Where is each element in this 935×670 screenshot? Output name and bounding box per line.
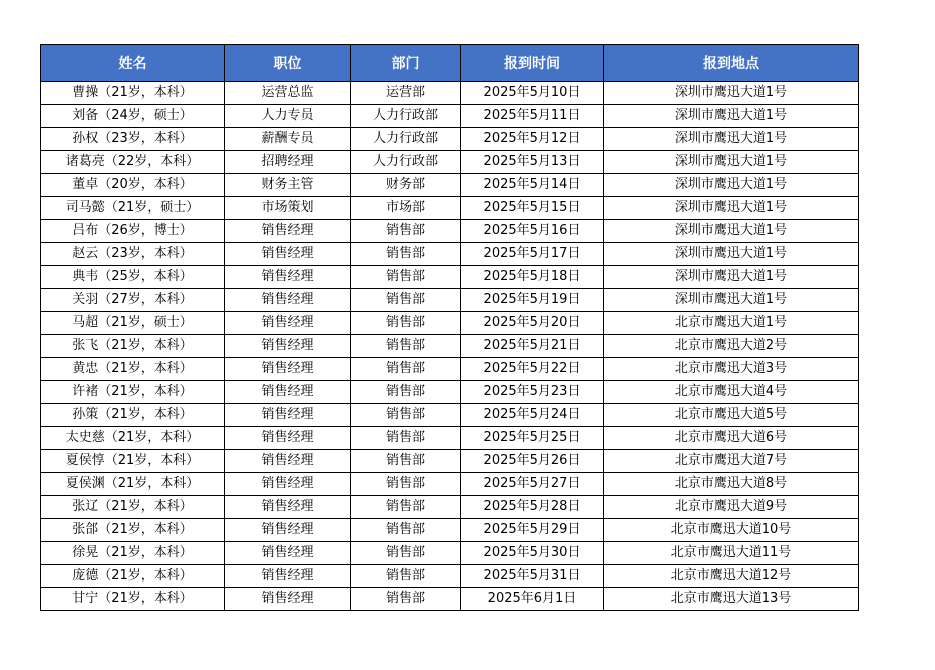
cell-position: 销售经理 <box>225 243 351 266</box>
table-row <box>41 473 859 496</box>
cell-report-location: 深圳市鹰迅大道1号 <box>604 82 859 105</box>
cell-report-location: 深圳市鹰迅大道1号 <box>604 151 859 174</box>
table-row <box>41 220 859 243</box>
cell-report-date: 2025年5月16日 <box>461 220 604 243</box>
header-report-date: 报到时间 <box>461 45 604 82</box>
cell-report-date: 2025年5月20日 <box>461 312 604 335</box>
cell-name: 庞德（21岁，本科） <box>41 565 225 588</box>
cell-report-location: 深圳市鹰迅大道1号 <box>604 289 859 312</box>
cell-position: 人力专员 <box>225 105 351 128</box>
cell-report-location: 深圳市鹰迅大道1号 <box>604 266 859 289</box>
cell-position: 销售经理 <box>225 404 351 427</box>
cell-name: 董卓（20岁，本科） <box>41 174 225 197</box>
cell-name: 徐晃（21岁，本科） <box>41 542 225 565</box>
cell-name: 孙策（21岁，本科） <box>41 404 225 427</box>
cell-department: 市场部 <box>351 197 461 220</box>
cell-position: 市场策划 <box>225 197 351 220</box>
cell-report-location: 北京市鹰迅大道2号 <box>604 335 859 358</box>
cell-position: 销售经理 <box>225 519 351 542</box>
cell-report-date: 2025年5月26日 <box>461 450 604 473</box>
table-body <box>41 82 859 611</box>
cell-report-date: 2025年5月25日 <box>461 427 604 450</box>
table-row <box>41 128 859 151</box>
cell-name: 黄忠（21岁，本科） <box>41 358 225 381</box>
cell-position: 销售经理 <box>225 312 351 335</box>
table-row <box>41 519 859 542</box>
cell-department: 销售部 <box>351 519 461 542</box>
cell-name: 张辽（21岁，本科） <box>41 496 225 519</box>
cell-report-date: 2025年5月13日 <box>461 151 604 174</box>
cell-report-location: 深圳市鹰迅大道1号 <box>604 243 859 266</box>
cell-report-location: 深圳市鹰迅大道1号 <box>604 128 859 151</box>
cell-name: 夏侯渊（21岁，本科） <box>41 473 225 496</box>
cell-department: 人力行政部 <box>351 105 461 128</box>
cell-department: 销售部 <box>351 427 461 450</box>
cell-name: 许褚（21岁，本科） <box>41 381 225 404</box>
cell-position: 销售经理 <box>225 220 351 243</box>
cell-report-date: 2025年5月22日 <box>461 358 604 381</box>
table-row <box>41 358 859 381</box>
cell-name: 马超（21岁，硕士） <box>41 312 225 335</box>
cell-department: 销售部 <box>351 542 461 565</box>
cell-report-location: 北京市鹰迅大道5号 <box>604 404 859 427</box>
cell-name: 孙权（23岁，本科） <box>41 128 225 151</box>
cell-position: 销售经理 <box>225 289 351 312</box>
cell-position: 销售经理 <box>225 335 351 358</box>
cell-department: 销售部 <box>351 496 461 519</box>
table-row <box>41 381 859 404</box>
cell-report-date: 2025年6月1日 <box>461 588 604 611</box>
table-row <box>41 289 859 312</box>
cell-department: 销售部 <box>351 289 461 312</box>
cell-position: 招聘经理 <box>225 151 351 174</box>
table-row <box>41 335 859 358</box>
cell-report-location: 深圳市鹰迅大道1号 <box>604 220 859 243</box>
header-report-location: 报到地点 <box>604 45 859 82</box>
cell-position: 销售经理 <box>225 450 351 473</box>
cell-department: 销售部 <box>351 243 461 266</box>
header-department: 部门 <box>351 45 461 82</box>
cell-department: 销售部 <box>351 335 461 358</box>
cell-name: 张飞（21岁，本科） <box>41 335 225 358</box>
table-row <box>41 82 859 105</box>
cell-name: 夏侯惇（21岁，本科） <box>41 450 225 473</box>
cell-department: 销售部 <box>351 588 461 611</box>
cell-name: 关羽（27岁，本科） <box>41 289 225 312</box>
cell-report-location: 北京市鹰迅大道4号 <box>604 381 859 404</box>
cell-position: 销售经理 <box>225 473 351 496</box>
table-row <box>41 312 859 335</box>
cell-department: 运营部 <box>351 82 461 105</box>
cell-department: 销售部 <box>351 381 461 404</box>
cell-position: 销售经理 <box>225 496 351 519</box>
cell-report-date: 2025年5月28日 <box>461 496 604 519</box>
cell-position: 销售经理 <box>225 266 351 289</box>
cell-department: 销售部 <box>351 473 461 496</box>
cell-report-location: 北京市鹰迅大道7号 <box>604 450 859 473</box>
cell-report-location: 北京市鹰迅大道10号 <box>604 519 859 542</box>
cell-report-date: 2025年5月11日 <box>461 105 604 128</box>
table-row <box>41 427 859 450</box>
cell-report-date: 2025年5月14日 <box>461 174 604 197</box>
table-row <box>41 174 859 197</box>
cell-report-date: 2025年5月18日 <box>461 266 604 289</box>
table-row <box>41 565 859 588</box>
cell-department: 销售部 <box>351 312 461 335</box>
table-row <box>41 496 859 519</box>
cell-position: 销售经理 <box>225 542 351 565</box>
cell-position: 运营总监 <box>225 82 351 105</box>
cell-position: 销售经理 <box>225 358 351 381</box>
cell-name: 刘备（24岁，硕士） <box>41 105 225 128</box>
cell-report-location: 北京市鹰迅大道12号 <box>604 565 859 588</box>
cell-name: 吕布（26岁，博士） <box>41 220 225 243</box>
table-row <box>41 404 859 427</box>
cell-department: 销售部 <box>351 358 461 381</box>
cell-report-location: 深圳市鹰迅大道1号 <box>604 105 859 128</box>
header-position: 职位 <box>225 45 351 82</box>
cell-name: 典韦（25岁，本科） <box>41 266 225 289</box>
cell-department: 销售部 <box>351 404 461 427</box>
cell-department: 销售部 <box>351 266 461 289</box>
cell-report-date: 2025年5月17日 <box>461 243 604 266</box>
cell-report-location: 北京市鹰迅大道6号 <box>604 427 859 450</box>
cell-position: 销售经理 <box>225 381 351 404</box>
cell-department: 销售部 <box>351 565 461 588</box>
cell-report-location: 北京市鹰迅大道11号 <box>604 542 859 565</box>
cell-report-date: 2025年5月15日 <box>461 197 604 220</box>
cell-report-date: 2025年5月23日 <box>461 381 604 404</box>
cell-department: 销售部 <box>351 450 461 473</box>
cell-department: 人力行政部 <box>351 128 461 151</box>
table-row <box>41 542 859 565</box>
cell-report-date: 2025年5月12日 <box>461 128 604 151</box>
cell-report-date: 2025年5月29日 <box>461 519 604 542</box>
cell-report-date: 2025年5月24日 <box>461 404 604 427</box>
cell-report-date: 2025年5月21日 <box>461 335 604 358</box>
cell-report-location: 深圳市鹰迅大道1号 <box>604 197 859 220</box>
cell-name: 曹操（21岁，本科） <box>41 82 225 105</box>
cell-department: 人力行政部 <box>351 151 461 174</box>
cell-position: 薪酬专员 <box>225 128 351 151</box>
cell-name: 司马懿（21岁，硕士） <box>41 197 225 220</box>
cell-report-location: 北京市鹰迅大道3号 <box>604 358 859 381</box>
cell-position: 财务主管 <box>225 174 351 197</box>
cell-name: 张郃（21岁，本科） <box>41 519 225 542</box>
table-row <box>41 197 859 220</box>
cell-name: 诸葛亮（22岁，本科） <box>41 151 225 174</box>
cell-report-date: 2025年5月27日 <box>461 473 604 496</box>
cell-name: 甘宁（21岁，本科） <box>41 588 225 611</box>
cell-report-location: 北京市鹰迅大道13号 <box>604 588 859 611</box>
table-header <box>41 45 859 82</box>
cell-report-location: 北京市鹰迅大道8号 <box>604 473 859 496</box>
table-row <box>41 105 859 128</box>
table-row <box>41 266 859 289</box>
table-row <box>41 450 859 473</box>
table-row <box>41 588 859 611</box>
cell-report-location: 北京市鹰迅大道9号 <box>604 496 859 519</box>
cell-department: 销售部 <box>351 220 461 243</box>
cell-report-date: 2025年5月10日 <box>461 82 604 105</box>
cell-report-location: 北京市鹰迅大道1号 <box>604 312 859 335</box>
header-row <box>41 45 859 82</box>
cell-report-date: 2025年5月30日 <box>461 542 604 565</box>
table-row <box>41 243 859 266</box>
cell-position: 销售经理 <box>225 565 351 588</box>
cell-position: 销售经理 <box>225 588 351 611</box>
header-name: 姓名 <box>41 45 225 82</box>
cell-report-date: 2025年5月31日 <box>461 565 604 588</box>
cell-report-date: 2025年5月19日 <box>461 289 604 312</box>
cell-name: 太史慈（21岁，本科） <box>41 427 225 450</box>
onboarding-table <box>40 44 859 611</box>
table-row <box>41 151 859 174</box>
cell-name: 赵云（23岁，本科） <box>41 243 225 266</box>
cell-department: 财务部 <box>351 174 461 197</box>
cell-report-location: 深圳市鹰迅大道1号 <box>604 174 859 197</box>
cell-position: 销售经理 <box>225 427 351 450</box>
